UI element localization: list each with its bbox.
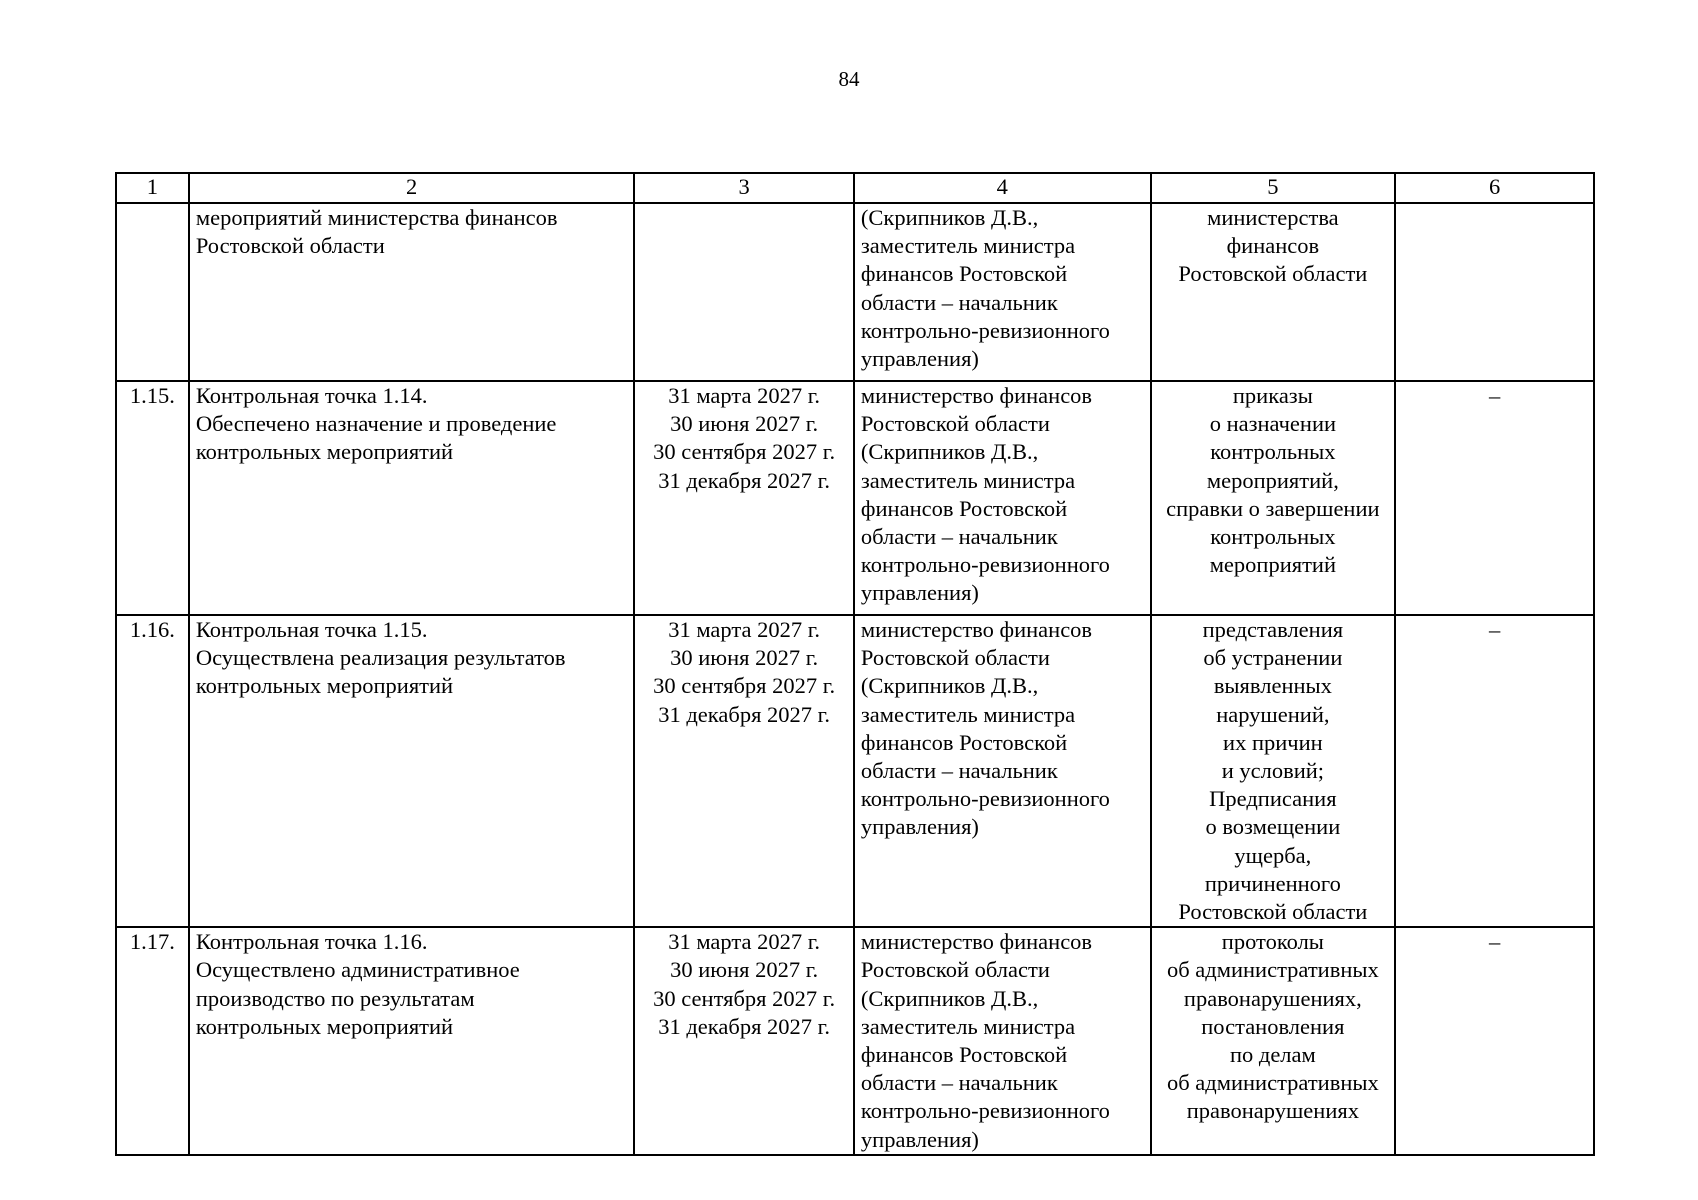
dates-line: 31 марта 2027 г. [668, 929, 821, 955]
document-line: их причин [1223, 729, 1323, 755]
responsible-line: управления) [860, 1126, 979, 1152]
document-line: нарушений, [1216, 701, 1330, 727]
responsible-line: (Скрипников Д.В., [860, 673, 1039, 699]
responsible-line: управления) [860, 814, 979, 840]
dates-cell [634, 615, 854, 927]
responsible-cell [854, 927, 1151, 1155]
document-line: постановления [1201, 1013, 1345, 1039]
document-line: мероприятий, [1206, 467, 1339, 493]
table-row [116, 381, 1594, 615]
note-cell [1395, 203, 1594, 381]
responsible-line: заместитель министра [860, 701, 1076, 727]
task-cell [189, 615, 634, 927]
document-line: контрольных [1210, 439, 1336, 465]
task-line: Контрольная точка 1.16. [195, 929, 428, 955]
task-line: контрольных мероприятий [195, 673, 454, 699]
responsible-line: финансов Ростовской [860, 729, 1068, 755]
task-line: мероприятий министерства финансов [195, 205, 558, 230]
table-row [116, 615, 1594, 927]
task-line: Контрольная точка 1.14. [195, 383, 428, 408]
task-line: Ростовской области [195, 233, 385, 259]
dates-cell [634, 203, 854, 381]
responsible-line: области – начальник [860, 289, 1058, 315]
responsible-line: (Скрипников Д.В., [860, 985, 1039, 1011]
row-number-cell: 1.16. [116, 615, 189, 927]
dates-line: 31 декабря 2027 г. [658, 1013, 830, 1039]
row-number-cell: 1.15. [116, 381, 189, 615]
responsible-cell [854, 203, 1151, 381]
document-line: об административных [1166, 1070, 1379, 1096]
document-line: министерства [1207, 205, 1339, 230]
responsible-line: контрольно-ревизионного [860, 552, 1110, 578]
responsible-cell [854, 381, 1151, 615]
document-line: финансов [1226, 233, 1320, 259]
responsible-line: области – начальник [860, 758, 1058, 784]
responsible-line: Ростовской области [860, 411, 1050, 437]
dates-cell [634, 927, 854, 1155]
responsible-line: министерство финансов [860, 383, 1093, 408]
document-line: протоколы [1221, 929, 1324, 955]
responsible-line: контрольно-ревизионного [860, 317, 1110, 343]
responsible-line: управления) [860, 346, 979, 372]
row-number-cell: 1.17. [116, 927, 189, 1155]
table-body [116, 203, 1594, 1155]
dates-line: 30 июня 2027 г. [670, 645, 819, 671]
dates-line: 30 сентября 2027 г. [653, 439, 836, 465]
dates-line: 31 декабря 2027 г. [658, 467, 830, 493]
document-line: Ростовской области [1178, 261, 1368, 287]
responsible-line: области – начальник [860, 1070, 1058, 1096]
note-cell: – [1395, 927, 1594, 1155]
note-cell: – [1395, 381, 1594, 615]
document-line: об административных [1166, 957, 1379, 983]
document-line: по делам [1229, 1042, 1316, 1068]
plan-table [115, 172, 1595, 1156]
responsible-line: контрольно-ревизионного [860, 1098, 1110, 1124]
responsible-line: министерство финансов [860, 929, 1093, 955]
dates-cell [634, 381, 854, 615]
dates-line: 30 июня 2027 г. [670, 411, 819, 437]
document-line: Предписания [1209, 786, 1337, 812]
task-line: Обеспечено назначение и проведение [195, 411, 557, 437]
document-line: представления [1202, 617, 1344, 642]
responsible-line: финансов Ростовской [860, 1042, 1068, 1068]
document-line: мероприятий [1209, 552, 1337, 578]
document-line: ущерба, [1234, 842, 1312, 868]
table-row [116, 927, 1594, 1155]
dates-line: 31 декабря 2027 г. [658, 701, 830, 727]
dates-line: 31 марта 2027 г. [668, 383, 821, 408]
task-line: Осуществлено административное [195, 957, 520, 983]
column-header-6: 6 [1395, 173, 1594, 203]
row-number-cell [116, 203, 189, 381]
document-line: о назначении [1209, 411, 1337, 437]
document-line: контрольных [1210, 524, 1336, 550]
document-line: выявленных [1213, 673, 1332, 699]
task-line: производство по результатам [195, 985, 475, 1011]
responsible-line: области – начальник [860, 524, 1058, 550]
responsible-line: Ростовской области [860, 957, 1050, 983]
column-header-3: 3 [634, 173, 854, 203]
note-cell: – [1395, 615, 1594, 927]
responsible-line: управления) [860, 580, 979, 606]
column-header-5: 5 [1151, 173, 1396, 203]
table-row [116, 203, 1594, 381]
task-line: контрольных мероприятий [195, 439, 454, 465]
dates-line: 30 сентября 2027 г. [653, 673, 836, 699]
responsible-line: министерство финансов [860, 617, 1093, 642]
dates-line: 30 июня 2027 г. [670, 957, 819, 983]
responsible-line: (Скрипников Д.В., [860, 205, 1039, 230]
document-line: приказы [1232, 383, 1313, 408]
responsible-cell [854, 615, 1151, 927]
task-cell [189, 203, 634, 381]
document-line: справки о завершении [1166, 495, 1380, 521]
responsible-line: заместитель министра [860, 1013, 1076, 1039]
column-header-4: 4 [854, 173, 1151, 203]
responsible-line: контрольно-ревизионного [860, 786, 1110, 812]
document-cell [1151, 203, 1396, 381]
document-line: об устранении [1203, 645, 1343, 671]
document-line: причиненного [1204, 870, 1341, 896]
page-number: 84 [838, 67, 860, 91]
document-line: и условий; [1221, 758, 1325, 784]
responsible-line: заместитель министра [860, 467, 1076, 493]
responsible-line: финансов Ростовской [860, 261, 1068, 287]
task-line: Контрольная точка 1.15. [195, 617, 428, 642]
responsible-line: заместитель министра [860, 233, 1076, 259]
dates-line: 31 марта 2027 г. [668, 617, 821, 642]
document-cell [1151, 381, 1396, 615]
document-cell [1151, 927, 1396, 1155]
task-line: Осуществлена реализация результатов [195, 645, 566, 671]
document-cell [1151, 615, 1396, 927]
task-line: контрольных мероприятий [195, 1013, 454, 1039]
responsible-line: Ростовской области [860, 645, 1050, 671]
column-header-2: 2 [189, 173, 634, 203]
document-line: правонарушениях [1186, 1098, 1359, 1124]
task-cell [189, 381, 634, 615]
dates-line: 30 сентября 2027 г. [653, 985, 836, 1011]
table-header-row [116, 173, 1594, 203]
responsible-line: (Скрипников Д.В., [860, 439, 1039, 465]
document-line: правонарушениях, [1183, 985, 1362, 1011]
responsible-line: финансов Ростовской [860, 495, 1068, 521]
document-line: Ростовской области [1178, 899, 1368, 925]
task-cell [189, 927, 634, 1155]
column-header-1: 1 [116, 173, 189, 203]
document-line: о возмещении [1205, 814, 1341, 840]
